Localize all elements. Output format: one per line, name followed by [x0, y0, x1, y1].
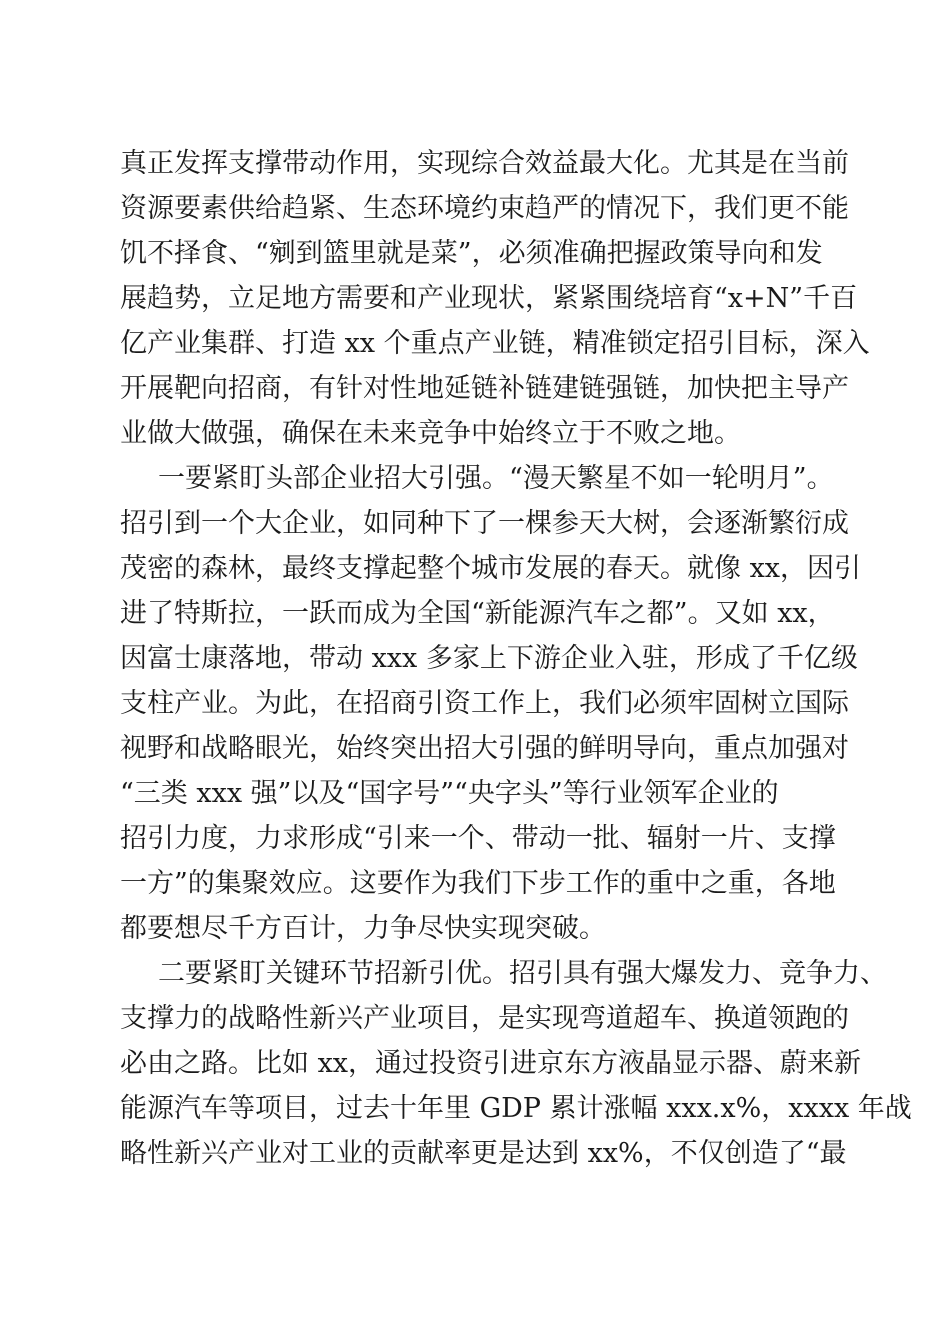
text-line: 饥不择食、“剜到篮里就是菜”，必须准确把握政策导向和发 [120, 238, 823, 269]
text-line: 进了特斯拉，一跃而成为全国“新能源汽车之都”。又如 xx， [120, 598, 835, 629]
text-line: 支撑力的战略性新兴产业项目，是实现弯道超车、换道领跑的 [120, 1003, 849, 1034]
text-line: 一方”的集聚效应。这要作为我们下步工作的重中之重，各地 [120, 868, 836, 899]
paragraph-heading-2: 二要紧盯关键环节招新引优。招引具有强大爆发力、竞争力、 [158, 958, 887, 989]
text-line: 招引到一个大企业，如同种下了一棵参天大树，会逐渐繁衍成 [120, 508, 849, 539]
text-line: 开展靶向招商，有针对性地延链补链建链强链，加快把主导产 [120, 373, 849, 404]
text-line: 亿产业集群、打造 xx 个重点产业链，精准锁定招引目标，深入 [120, 328, 870, 359]
text-line: 支柱产业。为此，在招商引资工作上，我们必须牢固树立国际 [120, 688, 849, 719]
text-line: 业做大做强，确保在未来竞争中始终立于不败之地。 [120, 418, 741, 449]
text-line: “三类 xxx 强”以及“国字号”“央字头”等行业领军企业的 [120, 778, 779, 809]
text-line: 真正发挥支撑带动作用，实现综合效益最大化。尤其是在当前 [120, 148, 849, 179]
text-line: 必由之路。比如 xx，通过投资引进京东方液晶显示器、蔚来新 [120, 1048, 862, 1079]
text-line: 资源要素供给趋紧、生态环境约束趋严的情况下，我们更不能 [120, 193, 849, 224]
text-line: 茂密的森林，最终支撑起整个城市发展的春天。就像 xx，因引 [120, 553, 862, 584]
text-line: 略性新兴产业对工业的贡献率更是达到 xx%，不仅创造了“最 [120, 1138, 847, 1169]
text-line: 因富士康落地，带动 xxx 多家上下游企业入驻，形成了千亿级 [120, 643, 858, 674]
text-line: 都要想尽千方百计，力争尽快实现突破。 [120, 913, 606, 944]
text-line: 视野和战略眼光，始终突出招大引强的鲜明导向，重点加强对 [120, 733, 849, 764]
paragraph-heading-1: 一要紧盯头部企业招大引强。“漫天繁星不如一轮明月”。 [158, 463, 834, 494]
text-line: 展趋势，立足地方需要和产业现状，紧紧围绕培育“x+N”千百 [120, 283, 858, 314]
text-line: 招引力度，力求形成“引来一个、带动一批、辐射一片、支撑 [120, 823, 836, 854]
text-line: 能源汽车等项目，过去十年里 GDP 累计涨幅 xxx.x%，xxxx 年战 [120, 1093, 912, 1124]
